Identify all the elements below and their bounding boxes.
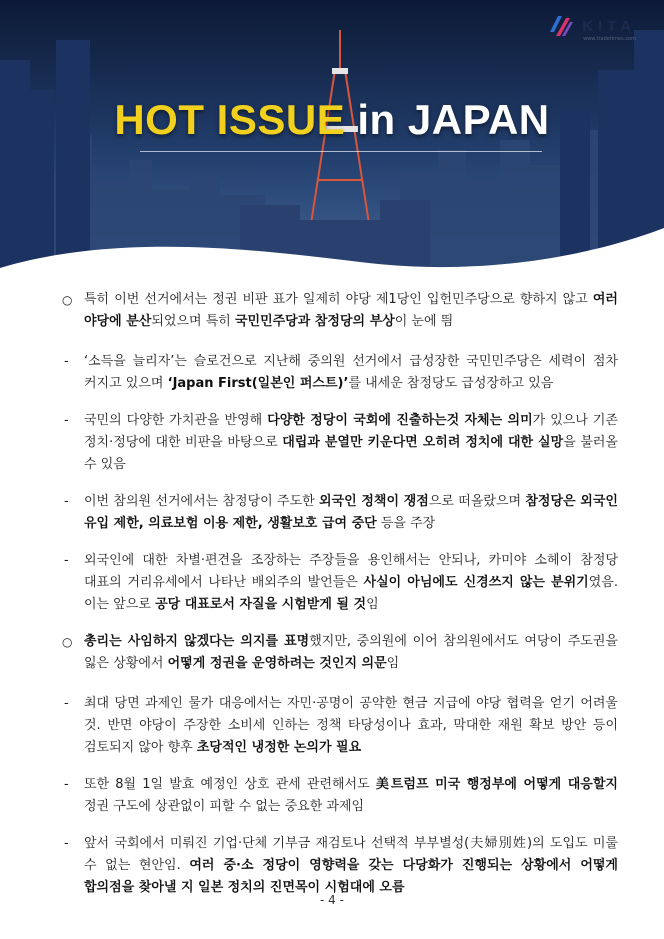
body-text: 외국인에 대한 차별·편견을 조장하는 주장들을 용인해서는 안되나, 카미야 소헤이 참정당 대표의 거리유세에서 나타난 배외주의 발언들은 xyxy=(84,553,618,590)
body-text: 특히 이번 선거에서는 정권 비판 표가 일제히 야당 제1당인 입헌민주당으로 향하지 않고 xyxy=(84,292,593,307)
kita-logo xyxy=(548,14,636,42)
body-text: 이번 참의원 선거에서는 참정당이 주도한 xyxy=(84,494,319,509)
sub-bullet-item xyxy=(58,491,618,535)
logo-url: www.tradetimes.com xyxy=(583,36,636,42)
body-text: 가 있으나 기존 정치·정당에 대한 비판을 바탕으로 xyxy=(84,413,618,450)
circle-bullet-icon: ○ xyxy=(62,293,73,307)
dash-bullet-icon: - xyxy=(64,836,69,851)
sub-bullet-item xyxy=(58,550,618,616)
body-text: 정권 구도에 상관없이 피할 수 없는 중요한 과제임 xyxy=(84,799,365,814)
body-text: 했지만, 중의원에 이어 참의원에서도 여당이 주도권을 잃은 상황에서 xyxy=(84,634,618,671)
body-text: 되었으며 특히 xyxy=(151,314,235,329)
body-text: 앞서 국회에서 미뤄진 기업·단체 기부금 재검토나 선택적 부부별성(夫婦別姓)의 도입도 미룰 수 없는 현안임. xyxy=(84,836,618,873)
dash-bullet-icon: - xyxy=(64,354,69,369)
emphasis-text: 사실이 아님에도 신경쓰지 않는 분위기 xyxy=(363,575,589,590)
bullet-text xyxy=(84,631,618,675)
title-underline xyxy=(140,151,542,152)
bullet-text xyxy=(84,289,618,333)
emphasis-text: 국민민주당과 참정당의 부상 xyxy=(234,314,395,329)
emphasis-text: 다양한 정당이 국회에 진출하는것 자체는 의미 xyxy=(267,413,533,428)
body-text: 으로 떠올랐으며 xyxy=(428,494,526,509)
tokyo-tower-skyline-icon xyxy=(0,0,664,290)
sub-bullet-item xyxy=(58,351,618,395)
bullet-text xyxy=(84,774,618,818)
bullet-text xyxy=(84,550,618,616)
body-text: 을 불러올 수 있음 xyxy=(84,435,618,472)
article-body xyxy=(58,289,618,914)
sub-bullet-item xyxy=(58,774,618,818)
page-number: - 4 - xyxy=(320,893,344,907)
emphasis-text: 어떻게 정권을 운영하려는 것인지 의문 xyxy=(167,656,387,671)
title-hot: HOT ISSUE xyxy=(114,96,346,143)
emphasis-text: 공당 대표로서 자질을 시험받게 될 것 xyxy=(155,597,367,612)
bullet-text xyxy=(84,491,618,535)
dash-bullet-icon: - xyxy=(64,696,69,711)
body-text: 임 xyxy=(386,656,400,671)
body-text: 또한 8월 1일 발효 예정인 상호 관세 관련해서도 xyxy=(84,777,376,792)
main-bullet-item xyxy=(58,289,618,333)
body-text: 국민의 다양한 가치관을 반영해 xyxy=(84,413,268,428)
emphasis-text: 참정당은 외국인 유입 제한, 의료보험 이용 제한, 생활보호 급여 중단 xyxy=(84,494,618,531)
header-banner xyxy=(0,0,664,290)
dash-bullet-icon: - xyxy=(64,413,69,428)
emphasis-text: 여러 중·소 정당이 영향력을 갖는 다당화가 진행되는 상황에서 어떻게 합의점을 찾아낼 지 일본 정치의 진면목이 시험대에 오름 xyxy=(84,858,618,895)
emphasis-text: ‘Japan First(일본인 퍼스트)’ xyxy=(167,376,349,391)
kita-logo-mark-icon xyxy=(548,14,574,38)
body-text: 이 눈에 띔 xyxy=(394,314,454,329)
sub-bullet-item xyxy=(58,833,618,899)
page-title xyxy=(0,96,664,144)
body-text: 등을 주장 xyxy=(376,516,436,531)
body-text: ‘소득을 늘리자’는 슬로건으로 지난해 중의원 선거에서 급성장한 국민민주당은 세력이 점차 커지고 있으며 xyxy=(84,354,618,391)
body-text: 를 내세운 참정당도 급성장하고 있음 xyxy=(348,376,554,391)
dash-bullet-icon: - xyxy=(64,494,69,509)
body-text: 최대 당면 과제인 물가 대응에서는 자민·공명이 공약한 현금 지급에 야당 협력을 얻기 어려울 것. 반면 야당이 주장한 소비세 인하는 정책 타당성이나 효과, 막대한 재원 확보 방안 등이 검토되지 않아 향후 xyxy=(84,696,618,755)
body-text: 였음. 이는 앞으로 xyxy=(84,575,618,612)
body-text: 임 xyxy=(366,597,379,612)
emphasis-text: 대립과 분열만 키운다면 오히려 정치에 대한 실망 xyxy=(282,435,564,450)
sub-bullet-item xyxy=(58,410,618,476)
title-rest: in JAPAN xyxy=(357,96,550,143)
sub-bullet-item xyxy=(58,693,618,759)
emphasis-text: 초당적인 냉정한 논의가 필요 xyxy=(196,740,362,755)
bullet-text xyxy=(84,351,618,395)
logo-text: KITA xyxy=(582,17,636,35)
emphasis-text: 여러 야당에 분산 xyxy=(84,292,618,329)
emphasis-text: 총리는 사임하지 않겠다는 의지를 표명 xyxy=(84,634,310,649)
main-bullet-item xyxy=(58,631,618,675)
bullet-text xyxy=(84,833,618,899)
dash-bullet-icon: - xyxy=(64,777,69,792)
dash-bullet-icon: - xyxy=(64,553,69,568)
circle-bullet-icon: ○ xyxy=(62,635,73,649)
bullet-text xyxy=(84,693,618,759)
bullet-text xyxy=(84,410,618,476)
emphasis-text: 美트럼프 미국 행정부에 어떻게 대응할지 xyxy=(375,777,618,792)
emphasis-text: 외국인 정책이 쟁점 xyxy=(319,494,429,509)
